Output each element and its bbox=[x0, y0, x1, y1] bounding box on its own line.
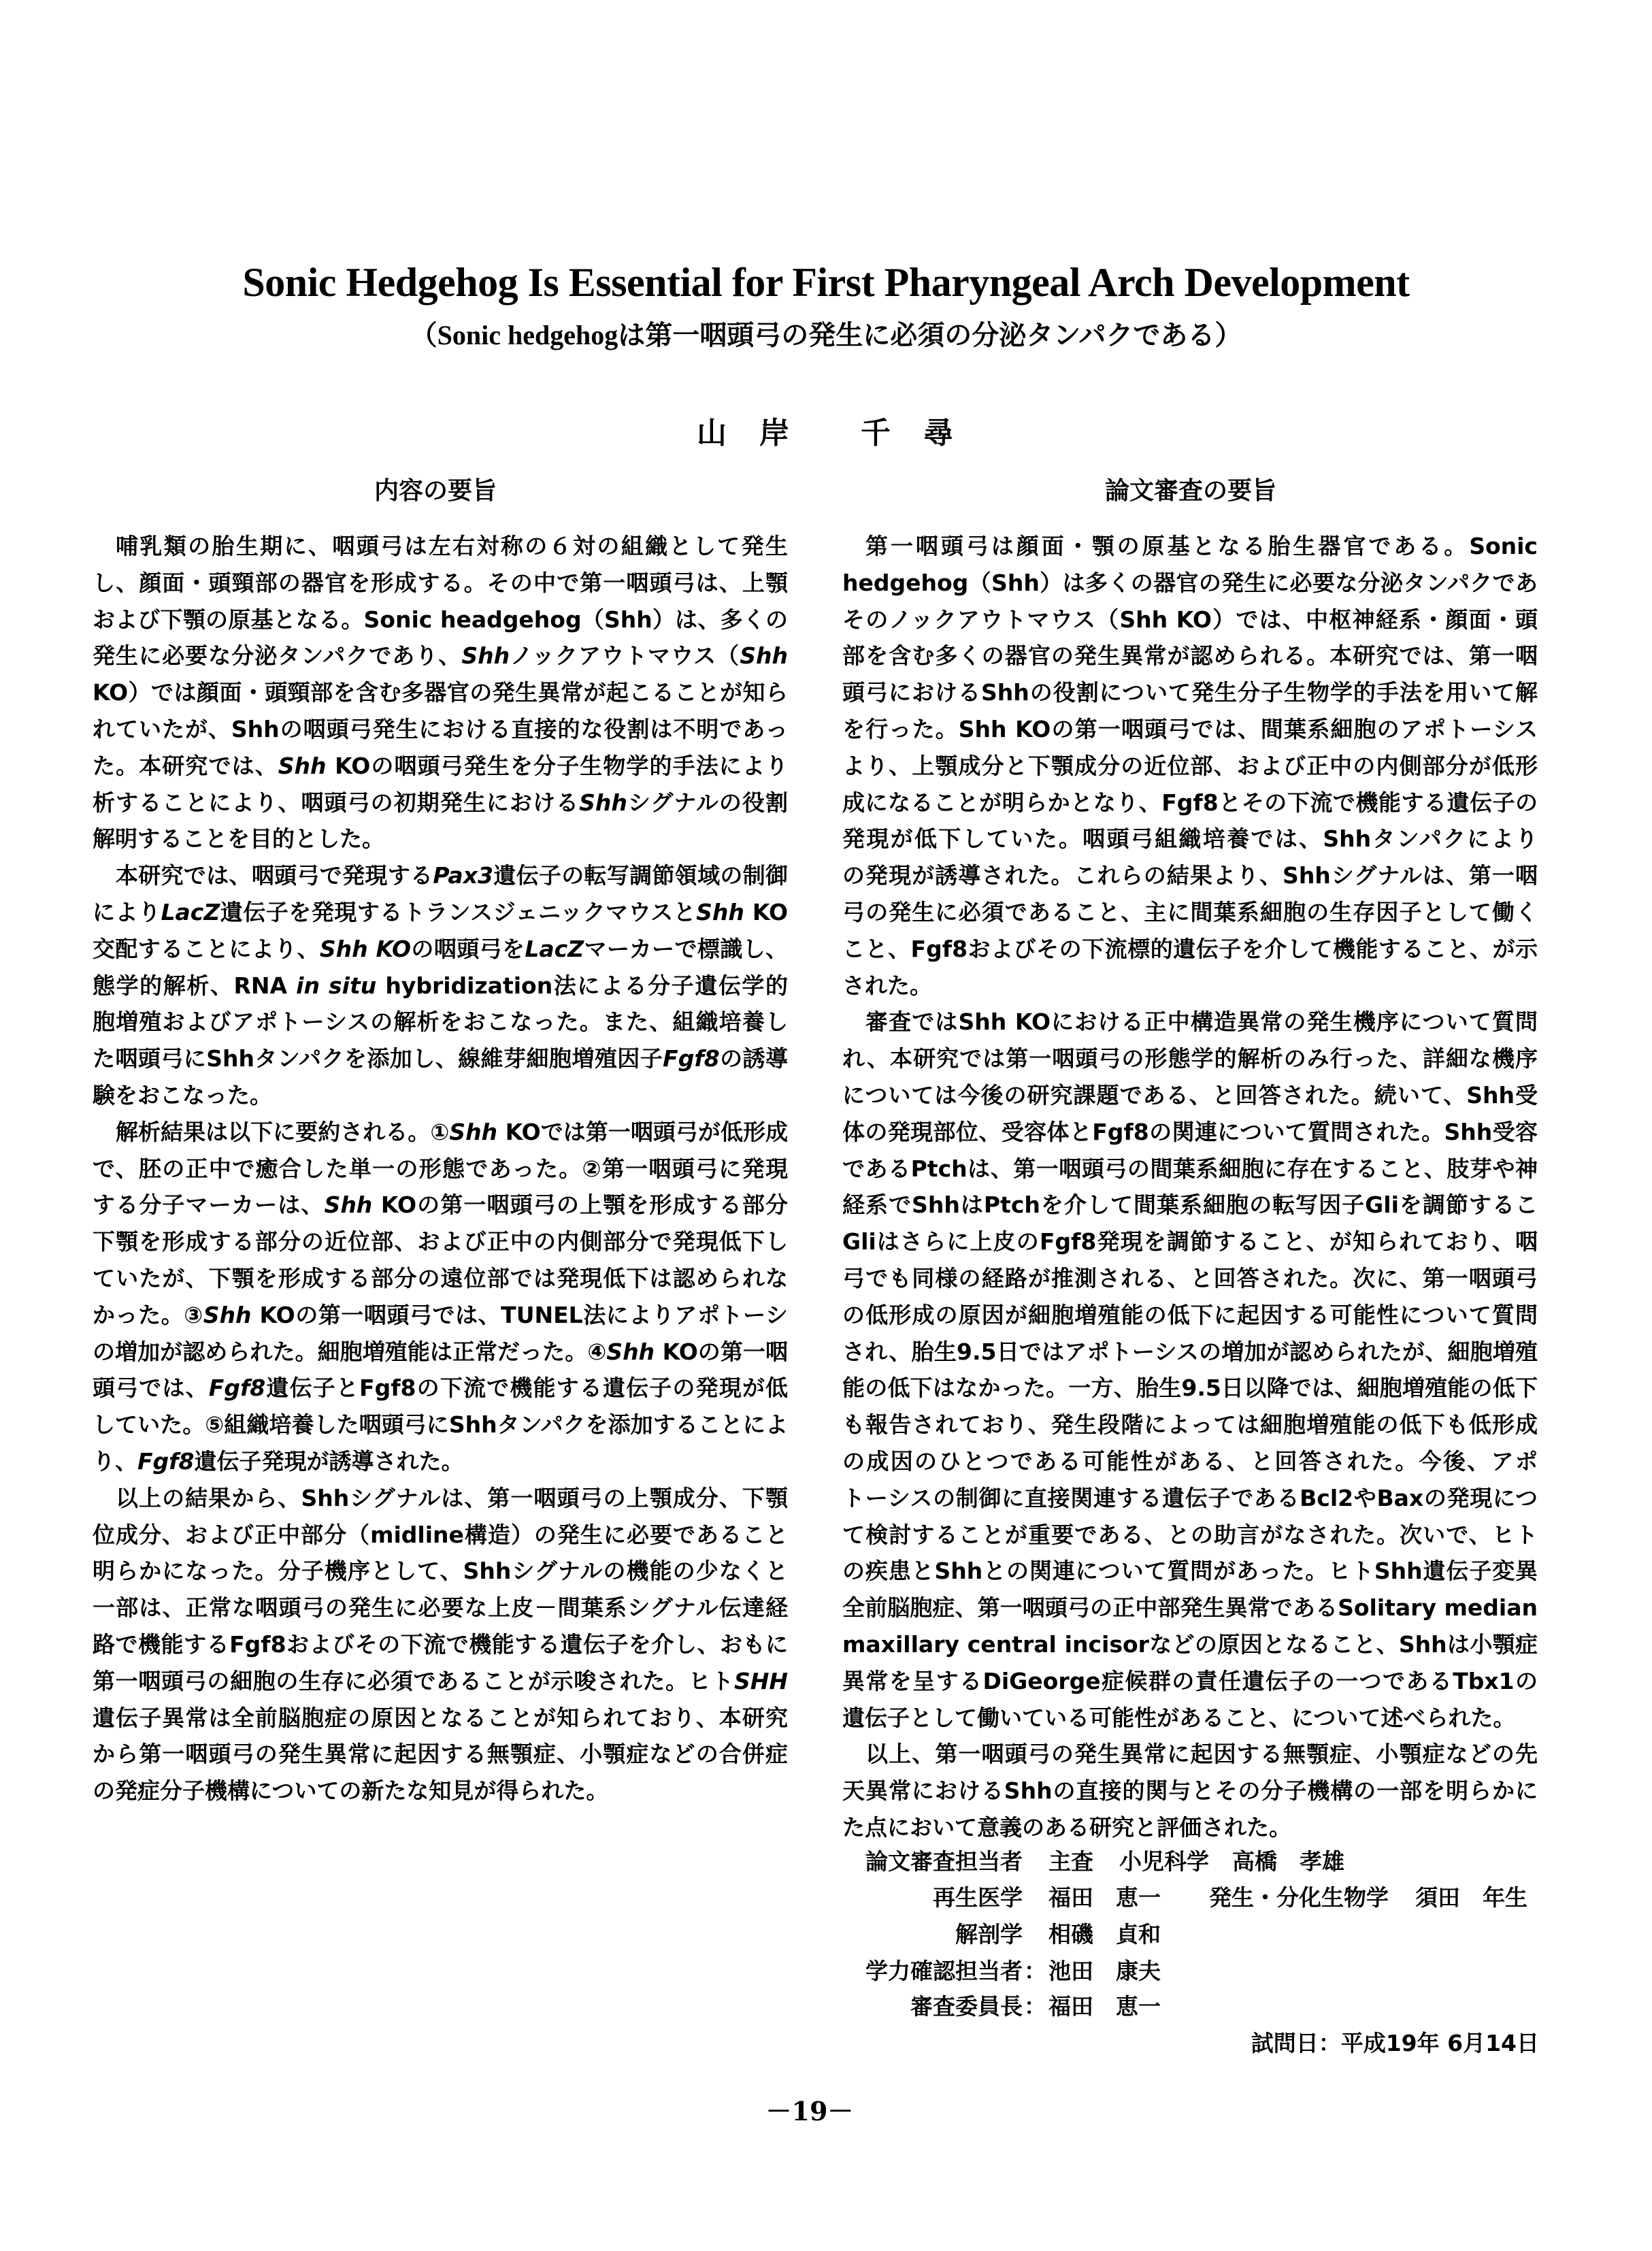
text-line bbox=[93, 1297, 788, 1334]
text-segment: 第一咽頭弓の細胞の生存に必須であることが示唆された。ヒト bbox=[93, 1667, 734, 1694]
committee-chair-colon: ： bbox=[1024, 1993, 1046, 2020]
document-title: Sonic Hedgehog Is Essential for First Pharyngeal Arch Development bbox=[242, 260, 1410, 305]
text-line: で、胚の正中で癒合した単一の形態であった。②第一咽頭弓に発現 bbox=[93, 1155, 788, 1182]
text-line bbox=[93, 1370, 788, 1407]
text-segment: 遺伝子とFgf8の下流で機能する遺伝子の発現が低 bbox=[265, 1375, 788, 1402]
text-line: れていたが、Shhの咽頭弓発生における直接的な役割は不明であっ bbox=[93, 715, 788, 742]
italic-gene-name: Shh bbox=[461, 642, 510, 670]
member2-name: 須田 年生 bbox=[1415, 1884, 1527, 1911]
text-segment: する分子マーカーは、 bbox=[93, 1192, 325, 1219]
text-segment: の誘導 bbox=[719, 1045, 788, 1072]
italic-gene-name: Fgf8 bbox=[137, 1447, 195, 1475]
text-line: 発現が低下していた。咽頭弓組織培養では、Shhタンパクにより bbox=[842, 825, 1538, 853]
text-line: 験をおこなった。 bbox=[93, 1081, 272, 1108]
chief-examiner-dept: 小児科学 bbox=[1119, 1848, 1209, 1875]
text-line: については今後の研究課題である、と回答された。続いて、Shh受 bbox=[842, 1081, 1538, 1108]
text-line: 経系でShhはPtchを介して間葉系細胞の転写因子Gliを調節するこ bbox=[842, 1192, 1538, 1219]
ability-check-name: 池田 康夫 bbox=[1048, 1958, 1161, 1984]
text-segment: 頭弓では、 bbox=[93, 1375, 209, 1402]
text-line: 天異常におけるShhの直接的関与とその分子機構の一部を明らかに bbox=[842, 1777, 1538, 1805]
text-segment: の増加が認められた。細胞増殖能は正常だった。④ bbox=[93, 1338, 607, 1365]
document-subtitle-japanese: （Sonic hedgehogは第一咽頭弓の発生に必須の分泌タンパクである） bbox=[410, 320, 1242, 350]
text-line bbox=[93, 1040, 788, 1077]
text-segment: 析することにより、咽頭弓の初期発生における bbox=[93, 789, 580, 816]
text-line: 第一咽頭弓は顔面・顎の原基となる胎生器官である。Sonic bbox=[865, 533, 1538, 559]
text-line: および下顎の原基となる。Sonic headgehog（Shh）は、多くの bbox=[93, 606, 788, 633]
text-segment: ノックアウトマウス（ bbox=[510, 642, 740, 670]
text-segment: KO bbox=[752, 898, 788, 925]
text-line: を行った。Shh KOの第一咽頭弓では、間葉系細胞のアポトーシス bbox=[842, 715, 1538, 742]
text-line bbox=[93, 931, 788, 968]
italic-gene-name: Shh bbox=[324, 1192, 373, 1219]
text-segment: た咽頭弓にShhタンパクを添加し、線維芽細胞増殖因子 bbox=[93, 1045, 663, 1072]
italic-gene-name: Shh bbox=[579, 789, 627, 816]
text-segment: マーカーで標識し、 bbox=[584, 935, 788, 962]
text-line: され、胎生9.5日ではアポトーシスの増加が認められたが、細胞増殖 bbox=[842, 1338, 1538, 1365]
text-segment: 交配することにより、 bbox=[93, 935, 320, 962]
text-line: 弓でも同様の経路が推測される、と回答された。次に、第一咽頭弓 bbox=[842, 1264, 1538, 1292]
chief-examiner-name: 高橋 孝雄 bbox=[1232, 1848, 1344, 1875]
text-line: 頭弓におけるShhの役割について発生分子生物学的手法を用いて解 bbox=[842, 679, 1538, 706]
text-segment: 本研究では、咽頭弓で発現する bbox=[116, 862, 433, 889]
text-line bbox=[93, 1187, 788, 1223]
italic-gene-name: Shh KO bbox=[319, 935, 412, 962]
text-line: 遺伝子異常は全前脳胞症の原因となることが知られており、本研究 bbox=[93, 1704, 788, 1731]
text-line: の低形成の原因が細胞増殖能の低下に起因する可能性について質問 bbox=[842, 1301, 1538, 1328]
italic-gene-name: Fgf8 bbox=[208, 1375, 266, 1402]
text-line: 以上の結果から、Shhシグナルは、第一咽頭弓の上顎成分、下顎 bbox=[116, 1484, 788, 1511]
italic-gene-name: Shh bbox=[203, 1301, 252, 1328]
exam-date: 試問日：平成19年 6月14日 bbox=[1251, 2030, 1539, 2056]
italic-gene-name: Shh bbox=[606, 1338, 655, 1365]
text-line: 路で機能するFgf8およびその下流で機能する遺伝子を介し、おもに bbox=[93, 1630, 788, 1658]
text-line bbox=[93, 1114, 788, 1151]
italic-gene-name: LacZ bbox=[161, 898, 220, 925]
ability-check-colon: ： bbox=[1024, 1958, 1046, 1984]
right-section-heading: 論文審査の要旨 bbox=[1105, 477, 1277, 505]
text-line bbox=[93, 638, 788, 674]
text-line: こと、Fgf8およびその下流標的遺伝子を介して機能すること、が示 bbox=[842, 935, 1538, 962]
member3-dept: 解剖学 bbox=[955, 1921, 1023, 1948]
italic-gene-name: in situ bbox=[296, 972, 377, 999]
author-given-name: 千尋 bbox=[861, 416, 986, 450]
text-segment: の咽頭弓を bbox=[411, 935, 525, 962]
text-line: maxillary central incisorなどの原因となること、Shhは小顎症 bbox=[842, 1630, 1538, 1658]
text-line bbox=[93, 1334, 788, 1370]
text-line: 明らかになった。分子機序として、Shhシグナルの機能の少なくと bbox=[93, 1558, 788, 1585]
text-line: 全前脳胞症、第一咽頭弓の正中部発生異常であるSolitary median bbox=[842, 1594, 1538, 1622]
text-segment: シグナルの役割 bbox=[627, 789, 788, 816]
text-line: 異常を呈するDiGeorge症候群の責任遺伝子の一つであるTbx1の bbox=[842, 1667, 1538, 1694]
italic-gene-name: Fgf8 bbox=[663, 1045, 720, 1072]
text-line: KO）では顔面・頭頸部を含む多器官の発生異常が起こることが知ら bbox=[93, 679, 788, 706]
text-segment: KOの第一咽頭弓の上顎を形成する部分 bbox=[380, 1192, 788, 1219]
text-segment: 態学的解析、RNA bbox=[93, 972, 297, 999]
text-segment: により bbox=[93, 898, 161, 925]
committee-chair-name: 福田 恵一 bbox=[1048, 1993, 1161, 2020]
text-line: の発現が誘導された。これらの結果より、Shhシグナルは、第一咽 bbox=[842, 862, 1538, 889]
committee-chair-label: 審査委員長 bbox=[910, 1993, 1023, 2020]
author-family-name: 山岸 bbox=[697, 416, 822, 450]
text-line: 下顎を形成する部分の近位部、および正中の内側部分で発現低下し bbox=[93, 1228, 788, 1255]
page-number: －19－ bbox=[765, 2096, 854, 2126]
text-line: の成因のひとつである可能性がある、と回答された。今後、アポ bbox=[842, 1447, 1538, 1475]
text-line bbox=[93, 857, 788, 894]
text-line: 弓の発生に必須であること、主に間葉系細胞の生存因子として働く bbox=[842, 898, 1538, 925]
italic-gene-name: LacZ bbox=[525, 935, 584, 962]
text-segment: hybridization法による分子遺伝学的 bbox=[385, 972, 788, 999]
text-line: た点において意義のある研究と評価された。 bbox=[842, 1813, 1291, 1841]
text-line: 能の低下はなかった。一方、胎生9.5日以降では、細胞増殖能の低下 bbox=[842, 1375, 1538, 1402]
italic-gene-name: SHH bbox=[733, 1667, 788, 1694]
text-line bbox=[93, 968, 788, 1004]
left-section-heading: 内容の要旨 bbox=[374, 477, 497, 505]
text-segment: KOの咽頭弓発生を分子生物学的手法により bbox=[335, 752, 788, 779]
italic-gene-name: Shh bbox=[740, 642, 788, 670]
italic-gene-name: Shh bbox=[696, 898, 744, 925]
italic-gene-name: Shh bbox=[449, 1118, 498, 1145]
text-segment: 解析結果は以下に要約される。① bbox=[116, 1118, 450, 1145]
text-segment: KOの第一咽 bbox=[655, 1338, 788, 1365]
reviewers-label: 論文審査担当者 bbox=[865, 1848, 1023, 1875]
text-line: ていたが、下顎を形成する部分の遠位部では発現低下は認められな bbox=[93, 1264, 788, 1292]
text-line: し、顔面・頭頸部の器官を形成する。その中で第一咽頭弓は、上顎 bbox=[93, 569, 788, 596]
text-segment: 遺伝子を発現するトランスジェニックマウスと bbox=[220, 898, 697, 925]
content-summary-column bbox=[93, 528, 788, 1809]
text-line: Gliはさらに上皮のFgf8発現を調節すること、が知られており、咽 bbox=[842, 1228, 1538, 1255]
text-line: された。 bbox=[842, 972, 932, 999]
text-segment: り、 bbox=[93, 1447, 137, 1475]
text-line: も報告されており、発生段階によっては細胞増殖能の低下も低形成 bbox=[842, 1411, 1538, 1439]
text-line: していた。⑤組織培養した咽頭弓にShhタンパクを添加することによ bbox=[93, 1411, 788, 1439]
text-line: の疾患とShhとの関連について質問があった。ヒトShh遺伝子変異 bbox=[842, 1558, 1538, 1585]
text-line: 解明することを目的とした。 bbox=[93, 825, 384, 853]
text-line: 部を含む多くの器官の発生異常が認められる。本研究では、第一咽 bbox=[842, 642, 1538, 670]
text-line: の発症分子機構についての新たな知見が得られた。 bbox=[93, 1777, 609, 1805]
text-segment: た。本研究では、 bbox=[93, 752, 278, 779]
member3-name: 相磯 貞和 bbox=[1048, 1921, 1161, 1948]
text-line: て検討することが重要である、との助言がなされた。次いで、ヒト bbox=[842, 1521, 1538, 1548]
text-line: hedgehog（Shh）は多くの器官の発生に必要な分泌タンパクであ bbox=[842, 569, 1538, 596]
text-line: そのノックアウトマウス（Shh KO）では、中枢神経系・顔面・頭 bbox=[842, 606, 1538, 633]
text-segment: 発生に必要な分泌タンパクであり、 bbox=[93, 642, 462, 670]
text-line: 哺乳類の胎生期に、咽頭弓は左右対称の６対の組織として発生 bbox=[116, 533, 788, 559]
ability-check-label: 学力確認担当者 bbox=[865, 1958, 1023, 1984]
italic-gene-name: Shh bbox=[278, 752, 327, 779]
italic-gene-name: Pax3 bbox=[433, 862, 493, 889]
text-line: であるPtchは、第一咽頭弓の間葉系細胞に存在すること、肢芽や神 bbox=[842, 1155, 1538, 1182]
member1-name: 福田 恵一 bbox=[1048, 1884, 1161, 1911]
text-line: 位成分、および正中部分（midline構造）の発生に必要であること bbox=[93, 1521, 788, 1548]
text-line: れ、本研究では第一咽頭弓の形態学的解析のみ行った、詳細な機序 bbox=[842, 1045, 1538, 1072]
text-line bbox=[93, 894, 788, 931]
text-line bbox=[93, 1663, 788, 1700]
text-line: 遺伝子として働いている可能性があること、について述べられた。 bbox=[842, 1704, 1516, 1731]
chief-examiner-label: 主査 bbox=[1048, 1848, 1093, 1875]
text-line: 体の発現部位、受容体とFgf8の関連について質問された。Shh受容 bbox=[842, 1118, 1538, 1145]
text-line: 以上、第一咽頭弓の発生異常に起因する無顎症、小顎症などの先 bbox=[865, 1741, 1538, 1768]
text-segment: 遺伝子の転写調節領域の制御 bbox=[493, 862, 788, 889]
text-line: から第一咽頭弓の発生異常に起因する無顎症、小顎症などの合併症 bbox=[93, 1741, 788, 1768]
text-segment: KOでは第一咽頭弓が低形成 bbox=[497, 1118, 788, 1145]
review-summary-column bbox=[842, 528, 1538, 1846]
text-line: 胞増殖およびアポトーシスの解析をおこなった。また、組織培養し bbox=[93, 1008, 788, 1036]
text-segment: 遺伝子発現が誘導された。 bbox=[194, 1447, 464, 1475]
text-line bbox=[93, 785, 788, 821]
text-line: 一部は、正常な咽頭弓の発生に必要な上皮－間葉系シグナル伝達経 bbox=[93, 1594, 788, 1622]
text-line bbox=[93, 748, 788, 785]
text-line: 審査ではShh KOにおける正中構造異常の発生機序について質問 bbox=[865, 1008, 1538, 1036]
text-segment: かった。③ bbox=[93, 1301, 203, 1328]
member1-dept: 再生医学 bbox=[933, 1884, 1023, 1911]
text-line bbox=[93, 1443, 788, 1480]
text-line: 成になることが明らかとなり、Fgf8とその下流で機能する遺伝子の bbox=[842, 789, 1538, 816]
text-line: より、上顎成分と下顎成分の近位部、および正中の内側部分が低形 bbox=[842, 752, 1538, 779]
text-segment: KOの第一咽頭弓では、TUNEL法によりアポトーシ bbox=[259, 1301, 788, 1328]
text-line: トーシスの制御に直接関連する遺伝子であるBcl2やBaxの発現につ bbox=[842, 1484, 1538, 1511]
member2-dept: 発生・分化生物学 bbox=[1209, 1884, 1389, 1911]
